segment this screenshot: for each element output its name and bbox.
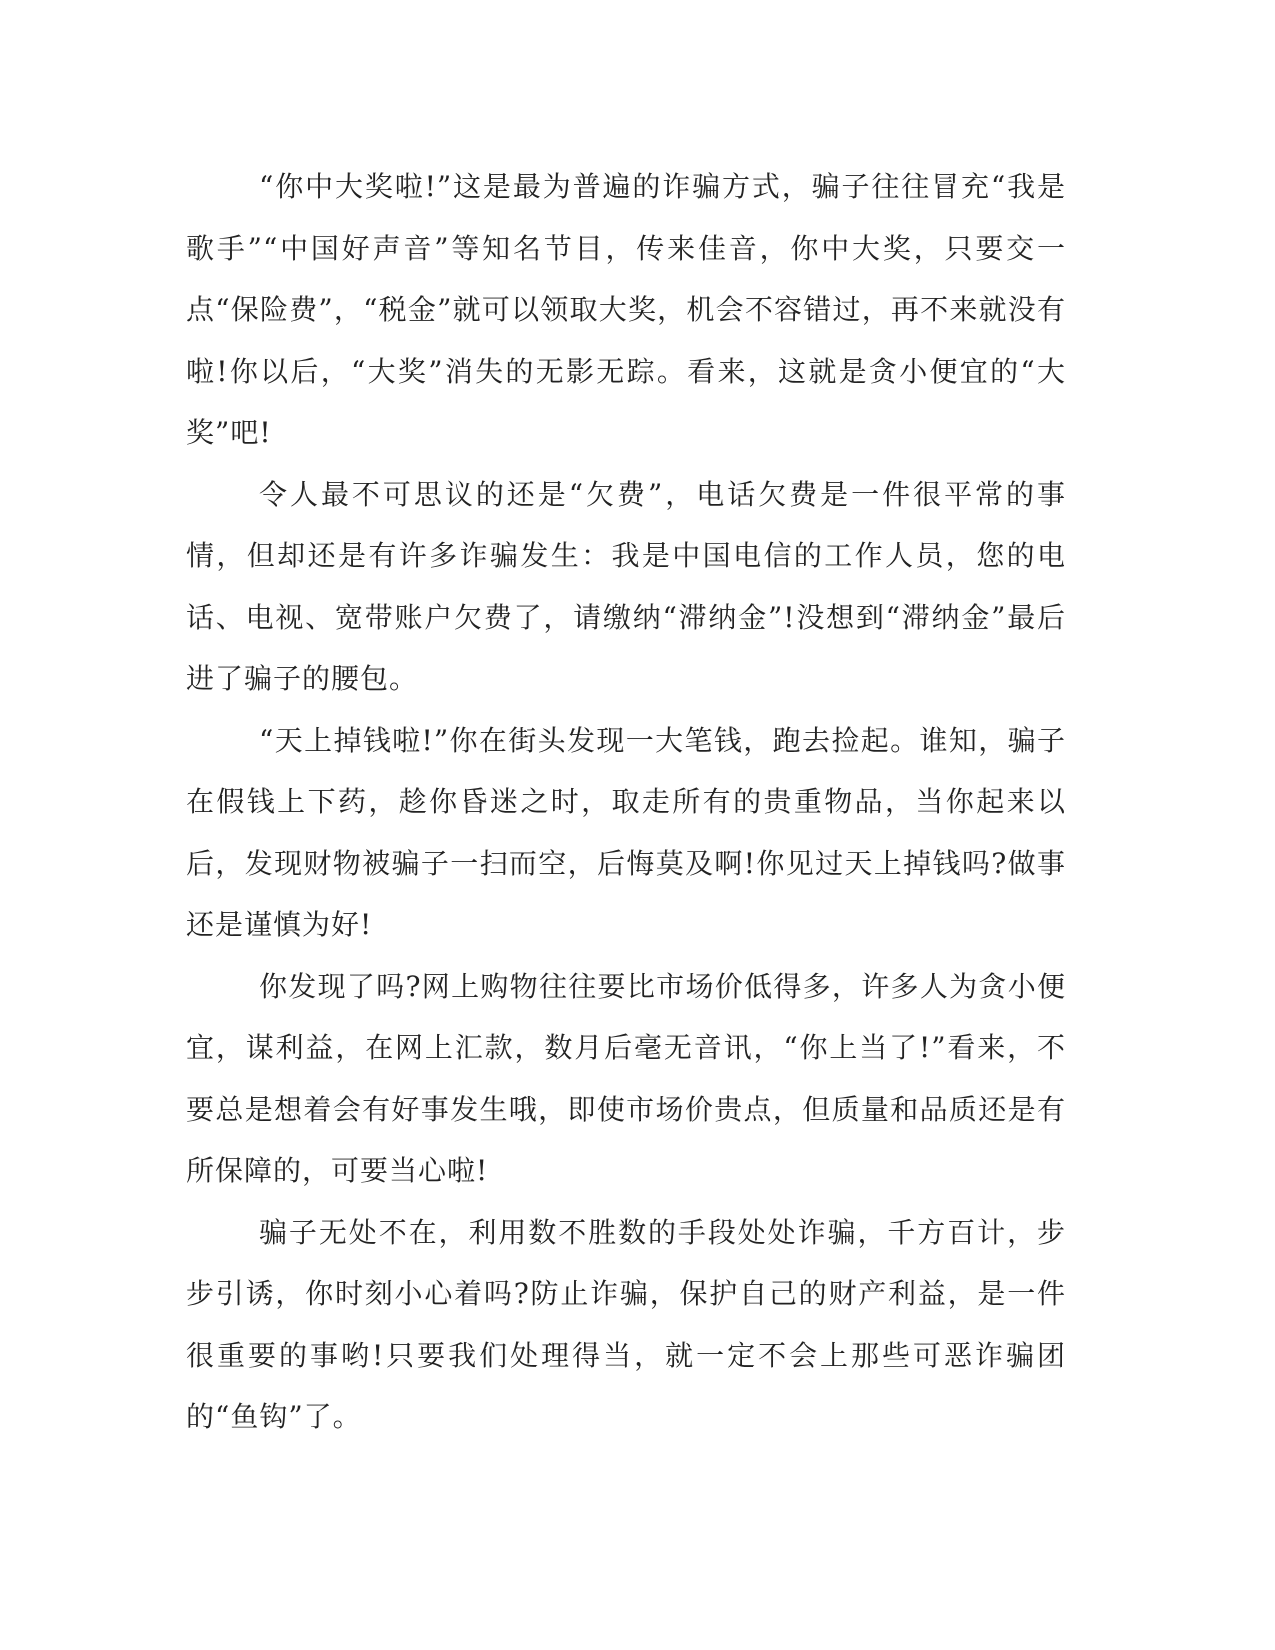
paragraph-online-shopping-scam: 你发现了吗?网上购物往往要比市场价低得多，许多人为贪小便宜，谋利益，在网上汇款，数月后毫无音讯，“你上当了!”看来，不要总是想着会有好事发生哦，即使市场价贵点，但质量和品质还是有所保障的，可要当心啦!: [186, 969, 1066, 1187]
body-text: [186, 156, 1066, 1448]
paragraph-prize-scam: “你中大奖啦!”这是最为普遍的诈骗方式，骗子往往冒充“我是歌手”“中国好声音”等知名节目，传来佳音，你中大奖，只要交一点“保险费”，“税金”就可以领取大奖，机会不容错过，再不来就没有啦!你以后，“大奖”消失的无影无踪。看来，这就是贪小便宜的“大奖”吧!: [186, 170, 1066, 449]
paragraph-arrears-scam: 令人最不可思议的还是“欠费”，电话欠费是一件很平常的事情，但却还是有许多诈骗发生：我是中国电信的工作人员，您的电话、电视、宽带账户欠费了，请缴纳“滞纳金”!没想到“滞纳金”最后进了骗子的腰包。: [186, 477, 1066, 695]
paragraph-conclusion: 骗子无处不在，利用数不胜数的手段处处诈骗，千方百计，步步引诱，你时刻小心着吗?防止诈骗，保护自己的财产利益，是一件很重要的事哟!只要我们处理得当，就一定不会上那些可恶诈骗团的“鱼钩”了。: [186, 1215, 1066, 1433]
paragraph-money-drop-scam: “天上掉钱啦!”你在街头发现一大笔钱，跑去捡起。谁知，骗子在假钱上下药，趁你昏迷之时，取走所有的贵重物品，当你起来以后，发现财物被骗子一扫而空，后悔莫及啊!你见过天上掉钱吗?做事还是谨慎为好!: [186, 723, 1066, 941]
